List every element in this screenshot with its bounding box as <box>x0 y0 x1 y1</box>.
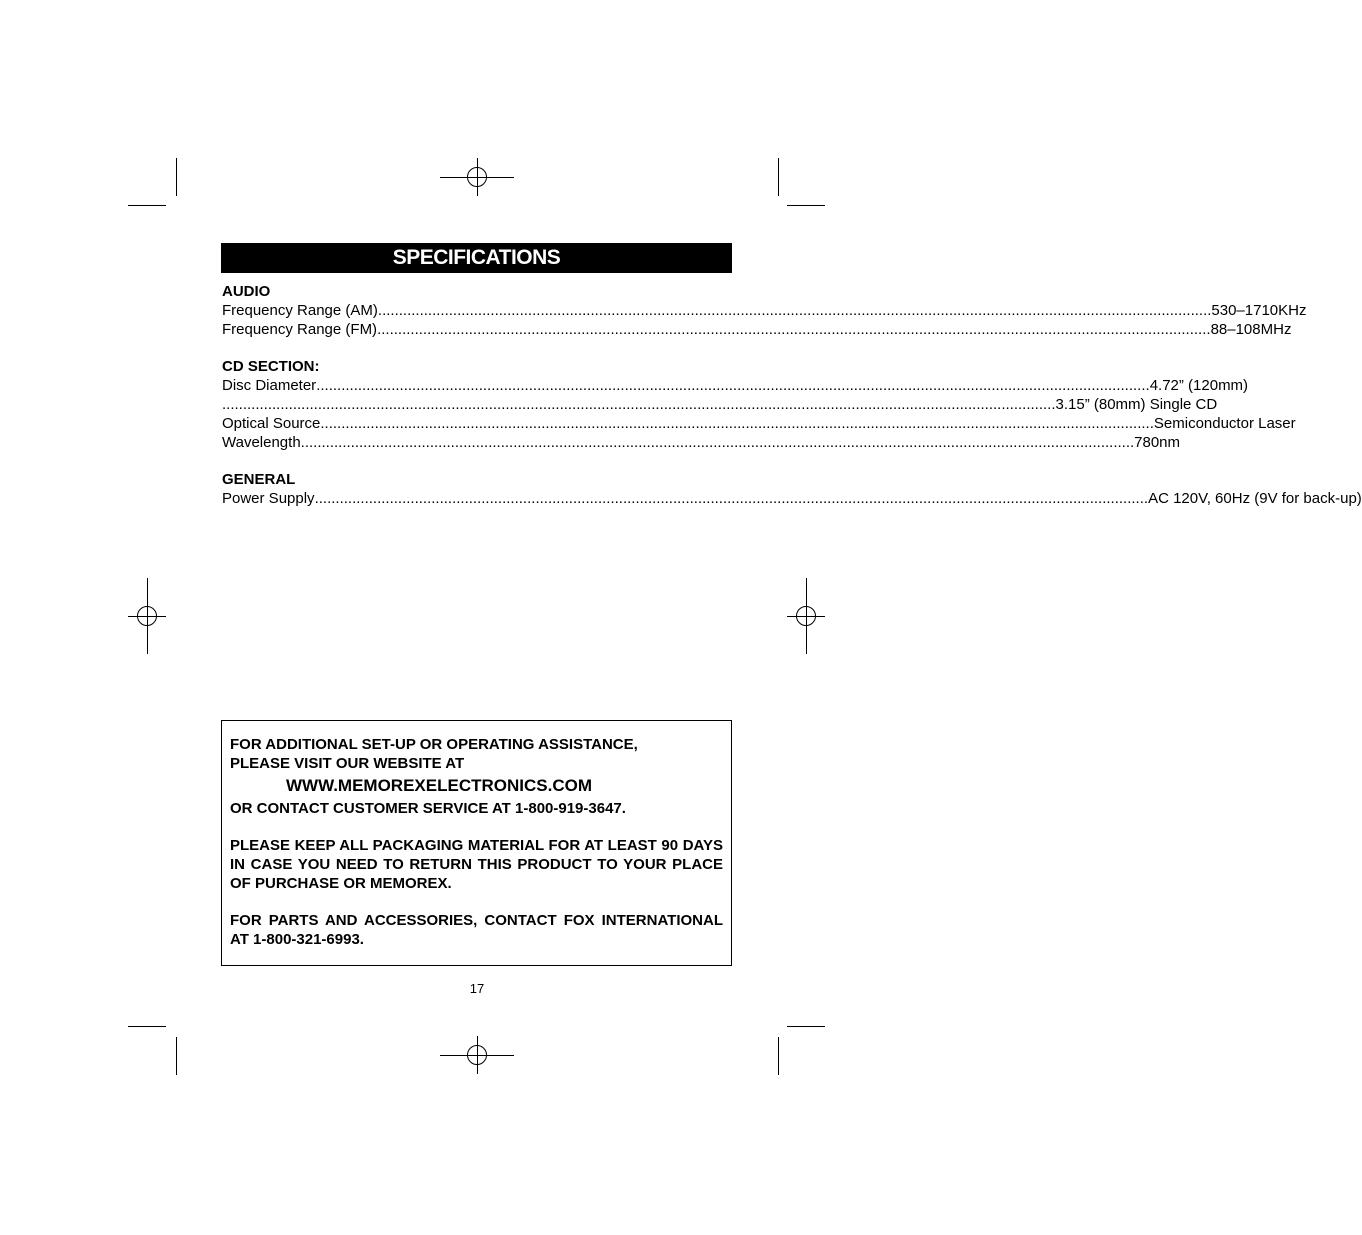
spec-label: Disc Diameter <box>222 377 317 394</box>
spec-row <box>222 320 1292 339</box>
spec-row <box>222 433 1181 452</box>
spec-row <box>222 301 1307 320</box>
section-heading-general: GENERAL <box>222 471 296 488</box>
spec-row <box>222 376 1249 395</box>
leader-dots: ........................................................................................................................................................................................................ <box>316 377 1150 394</box>
notice-line: OR CONTACT CUSTOMER SERVICE AT 1-800-919-3647. <box>230 800 626 817</box>
spec-row <box>222 489 1362 508</box>
spec-value: 780nm <box>1134 434 1181 451</box>
notice-line: FOR ADDITIONAL SET-UP OR OPERATING ASSISTANCE, <box>230 736 638 753</box>
leader-dots: ........................................................................................................................................................................................................ <box>377 302 1212 319</box>
page-title: SPECIFICATIONS <box>221 243 732 273</box>
spec-label: Wavelength <box>222 434 301 451</box>
spec-row <box>222 395 1218 414</box>
packaging-notice: PLEASE KEEP ALL PACKAGING MATERIAL FOR AT LEAST 90 DAYS IN CASE YOU NEED TO RETURN THIS PRODUCT TO YOUR PLACE OF PURCHASE OR MEMOREX. <box>230 837 723 892</box>
leader-dots: ........................................................................................................................................................................................................ <box>314 490 1149 507</box>
parts-notice: FOR PARTS AND ACCESSORIES, CONTACT FOX INTERNATIONAL AT 1-800-321-6993. <box>230 912 723 948</box>
section-heading-cd: CD SECTION: <box>222 358 320 375</box>
notice-line: PLEASE VISIT OUR WEBSITE AT <box>230 755 465 772</box>
spec-value: 4.72” (120mm) <box>1149 377 1249 394</box>
spec-label: Frequency Range (AM) <box>222 302 378 319</box>
leader-dots: ........................................................................................................................................................................................................ <box>222 396 1056 413</box>
page-number: 17 <box>469 981 485 996</box>
section-heading-audio: AUDIO <box>222 283 271 300</box>
spec-value: Semiconductor Laser <box>1153 415 1296 432</box>
customer-service-notice <box>221 720 732 966</box>
spec-value: 88–108MHz <box>1210 321 1292 338</box>
spec-row <box>222 414 1296 433</box>
leader-dots: ........................................................................................................................................................................................................ <box>300 434 1135 451</box>
spec-value: AC 120V, 60Hz (9V for back-up) <box>1148 490 1362 507</box>
leader-dots: ........................................................................................................................................................................................................ <box>320 415 1154 432</box>
specifications-list <box>222 282 1362 508</box>
spec-value: 530–1710KHz <box>1211 302 1307 319</box>
spec-label: Frequency Range (FM) <box>222 321 378 338</box>
leader-dots: ........................................................................................................................................................................................................ <box>377 321 1211 338</box>
spec-value: 3.15” (80mm) Single CD <box>1055 396 1218 413</box>
spec-label: Power Supply <box>222 490 315 507</box>
spec-label: Optical Source <box>222 415 321 432</box>
website-link[interactable]: WWW.MEMOREXELECTRONICS.COM <box>286 776 592 795</box>
